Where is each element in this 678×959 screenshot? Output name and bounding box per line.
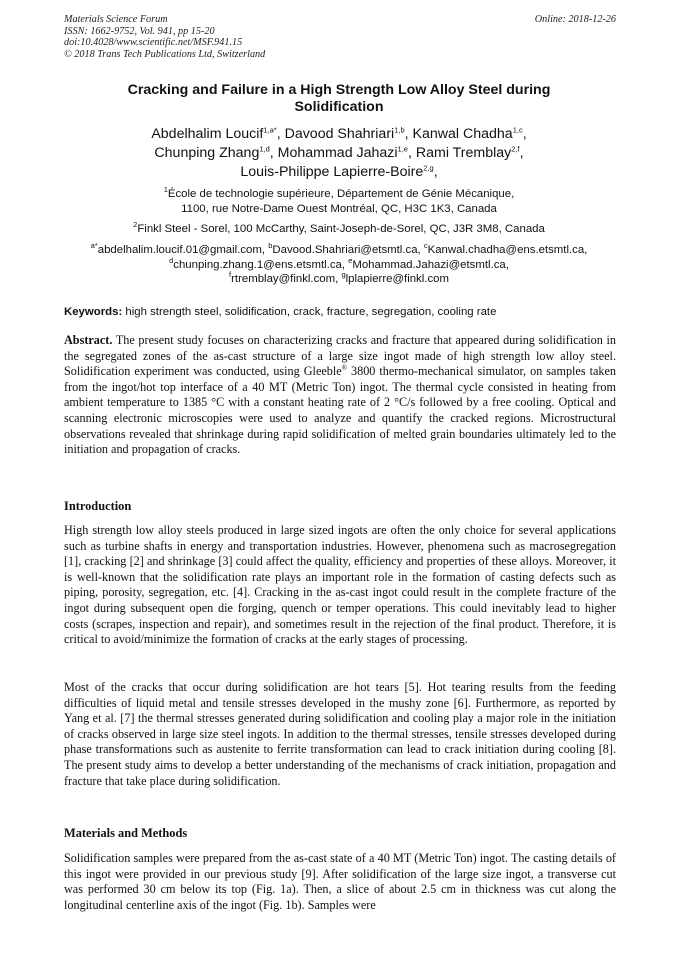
author-sup: 1,b [394,125,405,135]
keywords-text: high strength steel, solidification, crack, fracture, segregation, cooling rate [122,306,497,318]
affiliation-sup: 2 [133,220,138,230]
affiliation-sup: 1 [163,185,168,195]
author-name: Kanwal Chadha [412,126,513,142]
abstract-paragraph [64,333,616,458]
author-sup: 1,d [259,144,270,154]
email-sup: c [423,241,428,251]
email-link[interactable]: Kanwal.chadha@ens.etsmtl.ca, [427,244,588,256]
email-link[interactable]: Mohammad.Jahazi@etsmtl.ca, [352,258,509,271]
email-link[interactable]: Davood.Shahriari@etsmtl.ca, [272,244,424,256]
author-line-2 [60,144,618,163]
affiliation-line: 1100, rue Notre-Dame Ouest Montréal, QC, H3C 1K3, Canada [181,203,497,215]
methods-paragraph-1: Solidification samples were prepared from the as-cast state of a 40 MT (Metric Ton) ingot. The casting details of this ingot were provided in our previous study [9]. After solidification of the large size ingot, a transverse cut was performed 30 cm below its top (Fig. 1a). Then, a slice of about 2.5 cm in thickness was cut along the longitudinal centerline axis of the ingot (Fig. 1b). Samples were [64,851,616,912]
author-sep: , [519,145,524,161]
journal-name: Materials Science Forum [64,14,168,25]
title-line-2: Solidification [294,99,384,115]
author-sep: , [433,164,438,180]
author-sep: , [269,145,278,161]
author-name: Chunping Zhang [154,145,260,161]
online-date: Online: 2018-12-26 [534,14,616,25]
abstract-label: Abstract. [64,333,113,347]
email-link[interactable]: lplapierre@finkl.com [345,273,449,285]
author-line-1 [60,125,618,144]
author-sep: , [404,126,413,142]
abstract-text: The present study focuses on characterizing cracks and fracture that appeared during solidification in the segregated zones of the as-cast structure of a large size ingot made of high strength low alloy steel. Solidification experiment was conducted, using Gleeble [64,333,616,379]
affiliation-line: École de technologie supérieure, Département de Génie Mécanique, [167,188,515,200]
email-link[interactable]: rtremblay@finkl.com, [231,273,342,285]
copyright-line: © 2018 Trans Tech Publications Ltd, Switzerland [64,48,266,60]
email-link[interactable]: chunping.zhang.1@ens.etsmtl.ca, [173,258,349,271]
author-sep: , [407,145,416,161]
introduction-paragraph-1: High strength low alloy steels produced in large sized ingots are often the only choice for several applications such as turbine shafts in energy and transportation industries. However, phenomena such as macrosegregation [1], cracking [2] and shrinkage [3] could affect the quality, efficiency and properties of these alloys. Moreover, it is well-known that the solidification rate plays an important role in the formation of casting defects such as piping, porosity, segregation, etc. [4]. Cracking in the as-cast ingot could result in the complete fracture of the ingot during subsequent open die forging, quench or temper operations. This could inevitably lead to higher costs (scrapes, inspection and repair), and sometimes result in the rejection of the final product. Therefore, it is critical to avoid/minimize the formation of cracks at the early stages of processing. [64,523,616,647]
keywords-label: Keywords: [64,306,123,318]
author-sup: 1,e [397,144,408,154]
doi-line: doi:10.4028/www.scientific.net/MSF.941.15 [64,37,243,48]
abstract-text: 3800 thermo-mechanical simulator, on samples taken from the ingot/hot top interface of a 40 MT (Metric Ton) ingot. The thermal cycle consisted in heating from ambient temperature to 1385 °C with a constant heating rate of 2 °C/s followed by a free cooling. Optical and scanning electronic microscopies were used to analyze and quantify the cracked regions. Microstructural observations revealed that shrinkage during rapid solidification of melted grain boundaries ultimately led to the initiation and propagation of cracks. [64,364,616,457]
author-sep: , [276,126,285,142]
affiliation-1 [60,187,618,217]
title-line-1: Cracking and Failure in a High Strength Low Alloy Steel during [127,82,551,98]
author-list [60,125,618,182]
methods-heading: Materials and Methods [64,826,188,840]
keywords-line [64,306,616,318]
registered-mark: ® [341,364,347,373]
author-name: Mohammad Jahazi [277,145,398,161]
email-sup: f [229,270,232,280]
author-line-3 [60,163,618,182]
email-sup: a* [90,241,98,251]
author-sup: 2,f [511,144,520,154]
email-sup: e [348,255,353,265]
journal-header [64,14,616,60]
author-name: Davood Shahriari [284,126,395,142]
author-sup: 1,a* [263,125,277,135]
issn-line: ISSN: 1662-9752, Vol. 941, pp 15-20 [64,25,215,37]
author-sep: , [522,126,527,142]
affiliation-2 [60,222,618,237]
author-sup: 1,c [512,125,523,135]
affiliation-line: Finkl Steel - Sorel, 100 McCarthy, Saint-Joseph-de-Sorel, QC, J3R 3M8, Canada [137,223,545,235]
author-name: Louis-Philippe Lapierre-Boire [240,164,424,180]
paper-title [80,82,598,116]
email-link[interactable]: abdelhalim.loucif.01@gmail.com, [97,244,269,256]
introduction-heading: Introduction [64,499,132,513]
author-name: Rami Tremblay [415,145,512,161]
author-sup: 2,g [423,163,434,173]
email-sup: g [341,270,346,280]
email-list [60,243,618,287]
introduction-paragraph-2: Most of the cracks that occur during solidification are hot tears [5]. Hot tearing results from the feeding difficulties of liquid metal and tensile stresses developed in the mushy zone [6]. Furthermore, as reported by Yang et al. [7] the thermal stresses generated during solidification and cooling play a major role in the initiation of cracks observed in large size steel ingots. In addition to the thermal stresses, tensile stresses developed during phase transformations such as austenite to ferrite transformation can lead to crack initiation during cooling [8]. The present study aims to develop a better understanding of the mechanisms of crack initiation, propagation and fracture that take place during solidification. [64,680,616,788]
author-name: Abdelhalim Loucif [151,126,264,142]
email-sup: b [268,241,273,251]
email-sup: d [169,255,174,265]
